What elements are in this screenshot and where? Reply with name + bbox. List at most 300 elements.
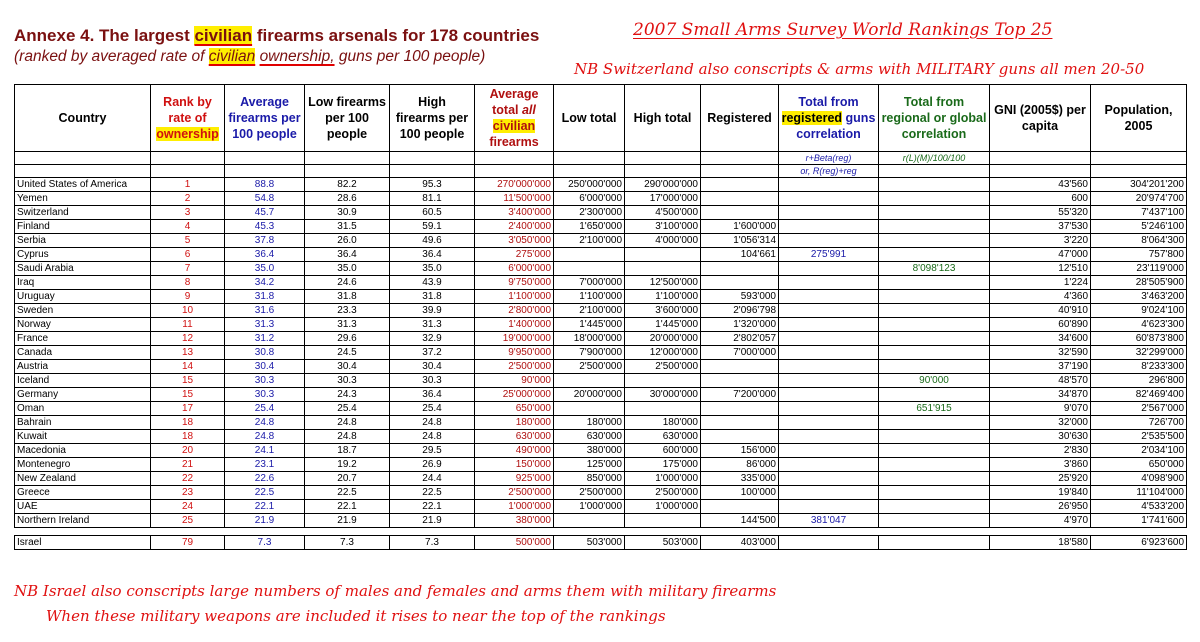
cell-reg-corr bbox=[779, 458, 879, 472]
cell-high: 25.4 bbox=[390, 402, 475, 416]
cell-low: 24.8 bbox=[305, 416, 390, 430]
table-row bbox=[15, 388, 1187, 402]
cell-avg-total: 9'950'000 bbox=[475, 346, 554, 360]
cell-rank: 20 bbox=[151, 444, 225, 458]
cell-high-total bbox=[625, 374, 701, 388]
cell-rank: 10 bbox=[151, 304, 225, 318]
cell-high: 30.3 bbox=[390, 374, 475, 388]
cell-high: 22.5 bbox=[390, 486, 475, 500]
table-row bbox=[15, 514, 1187, 528]
col-header-country: Country bbox=[15, 85, 151, 152]
cell-country: Serbia bbox=[15, 234, 151, 248]
cell-reg-corr bbox=[779, 444, 879, 458]
cell-reg-corr bbox=[779, 220, 879, 234]
cell-gni: 32'590 bbox=[990, 346, 1091, 360]
cell-country: Greece bbox=[15, 486, 151, 500]
cell-registered bbox=[701, 416, 779, 430]
cell-high-total: 630'000 bbox=[625, 430, 701, 444]
cell-avg: 22.6 bbox=[225, 472, 305, 486]
cell-country: New Zealand bbox=[15, 472, 151, 486]
cell-high-total bbox=[625, 514, 701, 528]
cell-high: 60.5 bbox=[390, 206, 475, 220]
cell-rank: 1 bbox=[151, 178, 225, 192]
cell-avg-total: 500'000 bbox=[475, 536, 554, 550]
cell-low: 30.9 bbox=[305, 206, 390, 220]
cell-reg-corr bbox=[779, 360, 879, 374]
table-row bbox=[15, 262, 1187, 276]
cell-avg-total: 11'500'000 bbox=[475, 192, 554, 206]
table-row bbox=[15, 458, 1187, 472]
cell-low: 31.3 bbox=[305, 318, 390, 332]
cell-glob-corr bbox=[879, 318, 990, 332]
cell-glob-corr bbox=[879, 536, 990, 550]
cell-reg-corr bbox=[779, 318, 879, 332]
cell-country: Northern Ireland bbox=[15, 514, 151, 528]
cell-gni: 18'580 bbox=[990, 536, 1091, 550]
cell-avg: 23.1 bbox=[225, 458, 305, 472]
subtitle-text: (ranked by averaged rate of bbox=[14, 48, 209, 65]
cell-avg-total: 1'400'000 bbox=[475, 318, 554, 332]
cell-rank: 11 bbox=[151, 318, 225, 332]
cell-registered: 7'000'000 bbox=[701, 346, 779, 360]
firearms-table bbox=[14, 84, 1187, 550]
cell-pop: 23'119'000 bbox=[1091, 262, 1187, 276]
cell-avg-total: 2'800'000 bbox=[475, 304, 554, 318]
cell-country: Iceland bbox=[15, 374, 151, 388]
cell-high: 39.9 bbox=[390, 304, 475, 318]
cell-low-total: 7'000'000 bbox=[554, 276, 625, 290]
cell-avg-total: 19'000'000 bbox=[475, 332, 554, 346]
cell-low-total: 2'100'000 bbox=[554, 304, 625, 318]
cell-low: 18.7 bbox=[305, 444, 390, 458]
cell-reg-corr bbox=[779, 178, 879, 192]
cell-gni: 600 bbox=[990, 192, 1091, 206]
cell-registered: 2'096'798 bbox=[701, 304, 779, 318]
col-header-population: Population, 2005 bbox=[1091, 85, 1187, 152]
cell-glob-corr bbox=[879, 472, 990, 486]
cell-registered: 403'000 bbox=[701, 536, 779, 550]
cell-registered bbox=[701, 360, 779, 374]
cell-country: France bbox=[15, 332, 151, 346]
cell-registered: 593'000 bbox=[701, 290, 779, 304]
cell-country: Switzerland bbox=[15, 206, 151, 220]
cell-glob-corr bbox=[879, 500, 990, 514]
cell-low-total bbox=[554, 402, 625, 416]
cell-low-total: 1'445'000 bbox=[554, 318, 625, 332]
annotation-switzerland-note: NB Switzerland also conscripts & arms with MILITARY guns all men 20-50 bbox=[574, 60, 1145, 78]
cell-reg-corr bbox=[779, 402, 879, 416]
cell-pop: 1'741'600 bbox=[1091, 514, 1187, 528]
table-row bbox=[15, 472, 1187, 486]
cell-low: 20.7 bbox=[305, 472, 390, 486]
cell-registered bbox=[701, 206, 779, 220]
cell-pop: 3'463'200 bbox=[1091, 290, 1187, 304]
cell-gni: 4'970 bbox=[990, 514, 1091, 528]
cell-rank: 21 bbox=[151, 458, 225, 472]
cell-high: 43.9 bbox=[390, 276, 475, 290]
cell-high: 24.8 bbox=[390, 416, 475, 430]
cell-country: Norway bbox=[15, 318, 151, 332]
cell-high-total: 600'000 bbox=[625, 444, 701, 458]
cell-registered bbox=[701, 192, 779, 206]
cell-reg-corr bbox=[779, 276, 879, 290]
cell-avg: 36.4 bbox=[225, 248, 305, 262]
cell-high: 31.3 bbox=[390, 318, 475, 332]
cell-high-total: 2'500'000 bbox=[625, 360, 701, 374]
cell-registered: 2'802'057 bbox=[701, 332, 779, 346]
cell-low: 82.2 bbox=[305, 178, 390, 192]
cell-avg-total: 90'000 bbox=[475, 374, 554, 388]
cell-reg-corr bbox=[779, 374, 879, 388]
cell-gni: 43'560 bbox=[990, 178, 1091, 192]
cell-high: 29.5 bbox=[390, 444, 475, 458]
col-header-low: Low firearms per 100 people bbox=[305, 85, 390, 152]
annotation-israel-note: NB Israel also conscripts large numbers of males and females and arms them with military firearms bbox=[14, 582, 777, 600]
cell-pop: 304'201'200 bbox=[1091, 178, 1187, 192]
cell-glob-corr: 8'098'123 bbox=[879, 262, 990, 276]
cell-gni: 3'220 bbox=[990, 234, 1091, 248]
cell-glob-corr bbox=[879, 290, 990, 304]
subtitle-text-end: guns per 100 people) bbox=[334, 48, 486, 65]
table-row bbox=[15, 402, 1187, 416]
annotation-israel-note-2: When these military weapons are included it rises to near the top of the rankings bbox=[46, 607, 666, 625]
cell-rank: 12 bbox=[151, 332, 225, 346]
cell-glob-corr bbox=[879, 220, 990, 234]
cell-low-total: 503'000 bbox=[554, 536, 625, 550]
table-row bbox=[15, 178, 1187, 192]
cell-high-total: 4'000'000 bbox=[625, 234, 701, 248]
cell-avg-total: 3'400'000 bbox=[475, 206, 554, 220]
col-header-low-total: Low total bbox=[554, 85, 625, 152]
cell-registered: 7'200'000 bbox=[701, 388, 779, 402]
cell-reg-corr bbox=[779, 192, 879, 206]
cell-country: Canada bbox=[15, 346, 151, 360]
title-text: Annexe 4. The largest bbox=[14, 26, 195, 45]
cell-glob-corr: 651'915 bbox=[879, 402, 990, 416]
table-row bbox=[15, 346, 1187, 360]
formula-row-2 bbox=[15, 165, 1187, 178]
cell-gni: 19'840 bbox=[990, 486, 1091, 500]
cell-low-total: 2'500'000 bbox=[554, 486, 625, 500]
cell-high: 37.2 bbox=[390, 346, 475, 360]
cell-high: 81.1 bbox=[390, 192, 475, 206]
cell-high-total: 1'000'000 bbox=[625, 472, 701, 486]
cell-low-total: 850'000 bbox=[554, 472, 625, 486]
cell-reg-corr bbox=[779, 262, 879, 276]
table-spacer bbox=[15, 528, 1187, 536]
cell-pop: 2'567'000 bbox=[1091, 402, 1187, 416]
cell-pop: 9'024'100 bbox=[1091, 304, 1187, 318]
cell-low-total: 180'000 bbox=[554, 416, 625, 430]
cell-gni: 55'320 bbox=[990, 206, 1091, 220]
cell-gni: 25'920 bbox=[990, 472, 1091, 486]
cell-high: 22.1 bbox=[390, 500, 475, 514]
table-row bbox=[15, 374, 1187, 388]
cell-pop: 2'034'100 bbox=[1091, 444, 1187, 458]
formula-registered: r+Beta(reg) bbox=[779, 152, 879, 165]
cell-registered bbox=[701, 178, 779, 192]
cell-low-total: 1'000'000 bbox=[554, 500, 625, 514]
cell-avg: 24.8 bbox=[225, 416, 305, 430]
cell-low: 35.0 bbox=[305, 262, 390, 276]
cell-pop: 32'299'000 bbox=[1091, 346, 1187, 360]
cell-glob-corr bbox=[879, 346, 990, 360]
table-row bbox=[15, 206, 1187, 220]
cell-gni: 40'910 bbox=[990, 304, 1091, 318]
cell-pop: 8'064'300 bbox=[1091, 234, 1187, 248]
cell-avg: 24.1 bbox=[225, 444, 305, 458]
cell-rank: 24 bbox=[151, 500, 225, 514]
cell-gni: 12'510 bbox=[990, 262, 1091, 276]
col-header-global-correlation: Total from regional or global correlation bbox=[879, 85, 990, 152]
cell-registered bbox=[701, 276, 779, 290]
cell-high: 31.8 bbox=[390, 290, 475, 304]
cell-low-total: 20'000'000 bbox=[554, 388, 625, 402]
cell-low-total: 380'000 bbox=[554, 444, 625, 458]
cell-high-total: 20'000'000 bbox=[625, 332, 701, 346]
cell-high: 7.3 bbox=[390, 536, 475, 550]
cell-high-total: 290'000'000 bbox=[625, 178, 701, 192]
cell-country: Uruguay bbox=[15, 290, 151, 304]
table-row bbox=[15, 276, 1187, 290]
formula-row-1 bbox=[15, 152, 1187, 165]
cell-avg-total: 180'000 bbox=[475, 416, 554, 430]
cell-reg-corr: 381'047 bbox=[779, 514, 879, 528]
col-header-rank: Rank by rate of ownership bbox=[151, 85, 225, 152]
cell-reg-corr bbox=[779, 346, 879, 360]
cell-gni: 47'000 bbox=[990, 248, 1091, 262]
cell-gni: 34'870 bbox=[990, 388, 1091, 402]
cell-glob-corr bbox=[879, 416, 990, 430]
cell-country: Bahrain bbox=[15, 416, 151, 430]
cell-country: Kuwait bbox=[15, 430, 151, 444]
cell-country: United States of America bbox=[15, 178, 151, 192]
cell-low: 19.2 bbox=[305, 458, 390, 472]
cell-low: 25.4 bbox=[305, 402, 390, 416]
cell-glob-corr bbox=[879, 458, 990, 472]
cell-low: 24.6 bbox=[305, 276, 390, 290]
cell-low-total: 1'100'000 bbox=[554, 290, 625, 304]
title-text-end: firearms arsenals for 178 countries bbox=[252, 26, 540, 45]
cell-rank: 3 bbox=[151, 206, 225, 220]
cell-rank: 13 bbox=[151, 346, 225, 360]
cell-reg-corr bbox=[779, 304, 879, 318]
cell-low: 24.8 bbox=[305, 430, 390, 444]
cell-low-total: 18'000'000 bbox=[554, 332, 625, 346]
cell-high-total: 2'500'000 bbox=[625, 486, 701, 500]
cell-gni: 32'000 bbox=[990, 416, 1091, 430]
cell-low: 31.5 bbox=[305, 220, 390, 234]
cell-gni: 48'570 bbox=[990, 374, 1091, 388]
cell-low-total bbox=[554, 248, 625, 262]
cell-low-total bbox=[554, 514, 625, 528]
cell-low: 21.9 bbox=[305, 514, 390, 528]
cell-registered: 1'600'000 bbox=[701, 220, 779, 234]
cell-glob-corr bbox=[879, 178, 990, 192]
cell-avg-total: 1'000'000 bbox=[475, 500, 554, 514]
table-row bbox=[15, 430, 1187, 444]
cell-pop: 5'246'100 bbox=[1091, 220, 1187, 234]
cell-pop: 20'974'700 bbox=[1091, 192, 1187, 206]
cell-avg: 22.5 bbox=[225, 486, 305, 500]
cell-high: 21.9 bbox=[390, 514, 475, 528]
cell-avg: 45.3 bbox=[225, 220, 305, 234]
cell-high-total: 12'000'000 bbox=[625, 346, 701, 360]
cell-avg-total: 275'000 bbox=[475, 248, 554, 262]
cell-pop: 726'700 bbox=[1091, 416, 1187, 430]
cell-avg: 7.3 bbox=[225, 536, 305, 550]
cell-avg-total: 2'500'000 bbox=[475, 360, 554, 374]
title-highlight: civilian bbox=[194, 26, 253, 45]
cell-low-total: 2'500'000 bbox=[554, 360, 625, 374]
cell-country: Oman bbox=[15, 402, 151, 416]
cell-registered bbox=[701, 430, 779, 444]
cell-glob-corr bbox=[879, 332, 990, 346]
col-header-registered-correlation: Total from registered guns correlation bbox=[779, 85, 879, 152]
col-header-average-total: Average total all civilian firearms bbox=[475, 85, 554, 152]
cell-pop: 4'533'200 bbox=[1091, 500, 1187, 514]
cell-high: 59.1 bbox=[390, 220, 475, 234]
cell-pop: 4'623'300 bbox=[1091, 318, 1187, 332]
cell-avg-total: 2'500'000 bbox=[475, 486, 554, 500]
col-header-high: High firearms per 100 people bbox=[390, 85, 475, 152]
cell-glob-corr bbox=[879, 248, 990, 262]
cell-pop: 60'873'800 bbox=[1091, 332, 1187, 346]
cell-avg: 31.2 bbox=[225, 332, 305, 346]
cell-gni: 3'860 bbox=[990, 458, 1091, 472]
cell-rank: 7 bbox=[151, 262, 225, 276]
table-row bbox=[15, 332, 1187, 346]
cell-low-total: 6'000'000 bbox=[554, 192, 625, 206]
cell-reg-corr bbox=[779, 234, 879, 248]
cell-glob-corr bbox=[879, 514, 990, 528]
subtitle-highlight-ownership: ownership, bbox=[259, 48, 335, 65]
cell-pop: 296'800 bbox=[1091, 374, 1187, 388]
cell-rank: 25 bbox=[151, 514, 225, 528]
cell-low: 36.4 bbox=[305, 248, 390, 262]
cell-glob-corr: 90'000 bbox=[879, 374, 990, 388]
cell-rank: 79 bbox=[151, 536, 225, 550]
cell-pop: 7'437'100 bbox=[1091, 206, 1187, 220]
cell-registered: 335'000 bbox=[701, 472, 779, 486]
cell-pop: 4'098'900 bbox=[1091, 472, 1187, 486]
table-row bbox=[15, 234, 1187, 248]
cell-rank: 8 bbox=[151, 276, 225, 290]
cell-high-total: 180'000 bbox=[625, 416, 701, 430]
cell-pop: 28'505'900 bbox=[1091, 276, 1187, 290]
cell-low: 31.8 bbox=[305, 290, 390, 304]
cell-registered: 144'500 bbox=[701, 514, 779, 528]
cell-gni: 2'830 bbox=[990, 444, 1091, 458]
table-row bbox=[15, 486, 1187, 500]
cell-pop: 82'469'400 bbox=[1091, 388, 1187, 402]
cell-rank: 22 bbox=[151, 472, 225, 486]
subtitle-highlight-civilian: civilian bbox=[208, 48, 256, 65]
cell-avg: 88.8 bbox=[225, 178, 305, 192]
cell-reg-corr bbox=[779, 206, 879, 220]
cell-registered bbox=[701, 374, 779, 388]
cell-gni: 9'070 bbox=[990, 402, 1091, 416]
table-header-row bbox=[15, 85, 1187, 152]
table-row bbox=[15, 220, 1187, 234]
cell-avg: 24.8 bbox=[225, 430, 305, 444]
cell-rank: 14 bbox=[151, 360, 225, 374]
table-row bbox=[15, 318, 1187, 332]
cell-avg: 34.2 bbox=[225, 276, 305, 290]
cell-avg: 37.8 bbox=[225, 234, 305, 248]
cell-glob-corr bbox=[879, 388, 990, 402]
cell-pop: 650'000 bbox=[1091, 458, 1187, 472]
cell-reg-corr bbox=[779, 290, 879, 304]
cell-low-total bbox=[554, 262, 625, 276]
cell-high-total: 503'000 bbox=[625, 536, 701, 550]
cell-low-total: 250'000'000 bbox=[554, 178, 625, 192]
cell-low-total: 2'300'000 bbox=[554, 206, 625, 220]
cell-avg-total: 490'000 bbox=[475, 444, 554, 458]
cell-avg: 25.4 bbox=[225, 402, 305, 416]
cell-high-total: 1'445'000 bbox=[625, 318, 701, 332]
cell-glob-corr bbox=[879, 430, 990, 444]
cell-pop: 11'104'000 bbox=[1091, 486, 1187, 500]
cell-registered bbox=[701, 262, 779, 276]
cell-registered bbox=[701, 500, 779, 514]
cell-registered: 1'320'000 bbox=[701, 318, 779, 332]
table-row bbox=[15, 304, 1187, 318]
cell-avg-total: 650'000 bbox=[475, 402, 554, 416]
cell-avg-total: 3'050'000 bbox=[475, 234, 554, 248]
cell-rank: 15 bbox=[151, 388, 225, 402]
cell-gni: 60'890 bbox=[990, 318, 1091, 332]
page-title bbox=[14, 26, 539, 46]
cell-low-total bbox=[554, 374, 625, 388]
cell-reg-corr bbox=[779, 536, 879, 550]
col-header-gni: GNI (2005$) per capita bbox=[990, 85, 1091, 152]
cell-avg-total: 150'000 bbox=[475, 458, 554, 472]
cell-avg: 54.8 bbox=[225, 192, 305, 206]
cell-rank: 18 bbox=[151, 416, 225, 430]
cell-avg: 30.4 bbox=[225, 360, 305, 374]
table-row bbox=[15, 444, 1187, 458]
cell-gni: 4'360 bbox=[990, 290, 1091, 304]
cell-registered bbox=[701, 402, 779, 416]
cell-avg: 30.8 bbox=[225, 346, 305, 360]
cell-glob-corr bbox=[879, 192, 990, 206]
col-header-average: Average firearms per 100 people bbox=[225, 85, 305, 152]
table-row-israel bbox=[15, 536, 1187, 550]
cell-registered: 104'661 bbox=[701, 248, 779, 262]
cell-gni: 34'600 bbox=[990, 332, 1091, 346]
cell-reg-corr bbox=[779, 430, 879, 444]
col-header-registered: Registered bbox=[701, 85, 779, 152]
cell-country: UAE bbox=[15, 500, 151, 514]
cell-glob-corr bbox=[879, 206, 990, 220]
cell-country: Iraq bbox=[15, 276, 151, 290]
cell-low: 30.3 bbox=[305, 374, 390, 388]
table-row bbox=[15, 360, 1187, 374]
cell-high: 30.4 bbox=[390, 360, 475, 374]
cell-rank: 15 bbox=[151, 374, 225, 388]
cell-registered: 100'000 bbox=[701, 486, 779, 500]
cell-high-total: 3'100'000 bbox=[625, 220, 701, 234]
cell-avg: 31.3 bbox=[225, 318, 305, 332]
cell-reg-corr bbox=[779, 500, 879, 514]
cell-gni: 26'950 bbox=[990, 500, 1091, 514]
cell-reg-corr bbox=[779, 388, 879, 402]
table-row bbox=[15, 192, 1187, 206]
cell-pop: 8'233'300 bbox=[1091, 360, 1187, 374]
cell-rank: 9 bbox=[151, 290, 225, 304]
cell-avg-total: 380'000 bbox=[475, 514, 554, 528]
